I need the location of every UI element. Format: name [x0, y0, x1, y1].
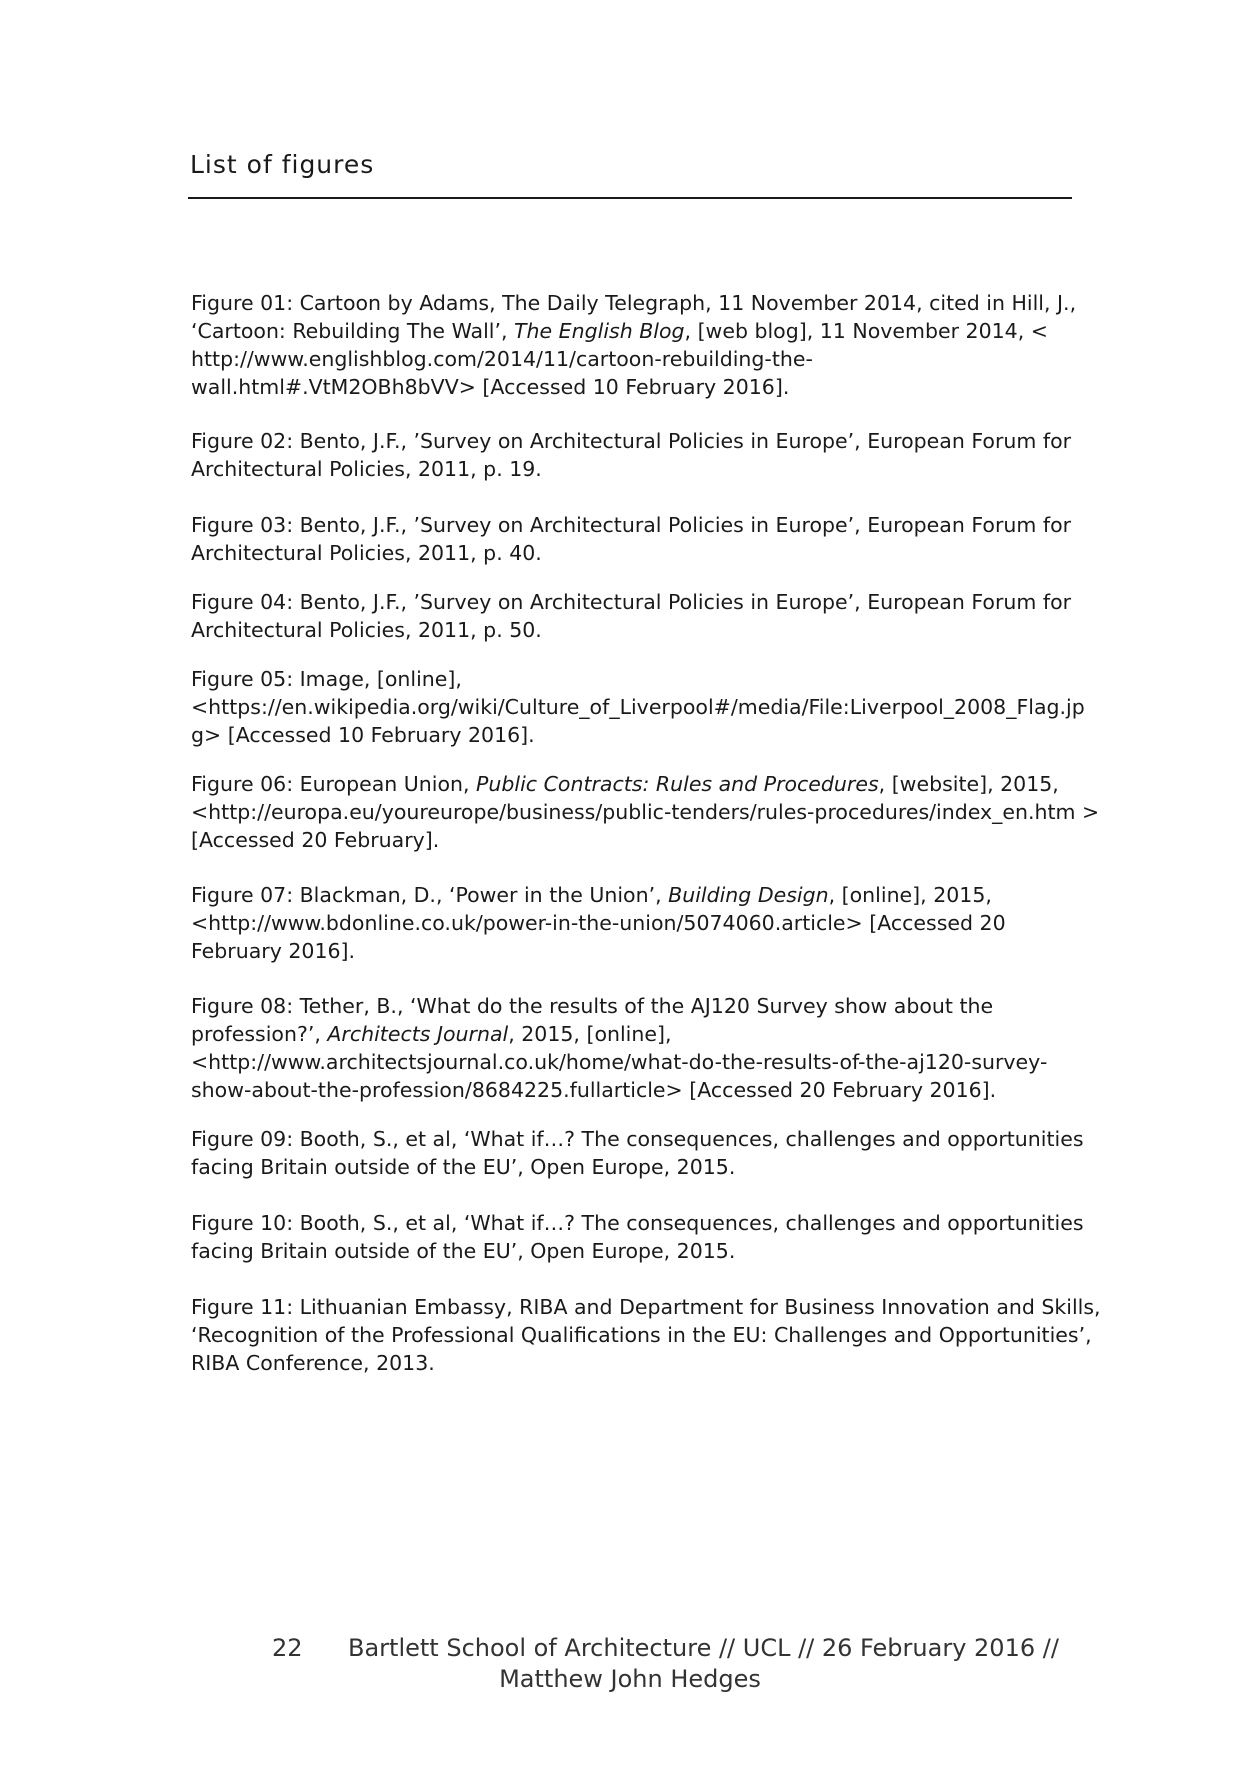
figure-line [191, 429, 1071, 453]
figure-entry-10 [191, 1209, 1084, 1265]
figure-line [191, 1127, 1084, 1151]
title-divider [188, 197, 1072, 199]
text-segment: , [online], 2015, [828, 883, 992, 907]
figure-line [191, 319, 1048, 343]
figure-line [191, 800, 1099, 824]
text-segment: Figure 08: Tether, B., ‘What do the results of the AJ120 Survey show about the [191, 994, 994, 1018]
text-segment: <http://www.architectsjournal.co.uk/home/what-do-the-results-of-the-aj120-survey- [191, 1050, 1048, 1074]
text-segment: , 2015, [online], [508, 1022, 672, 1046]
text-segment: <http://europa.eu/youreurope/business/public-tenders/rules-procedures/index_en.htm > [191, 800, 1100, 824]
page-number: 22 [272, 1634, 303, 1662]
figure-line [191, 513, 1071, 537]
text-segment: Figure 11: Lithuanian Embassy, RIBA and Department for Business Innovation and Skills, [191, 1295, 1101, 1319]
figure-line [191, 618, 542, 642]
text-segment: ‘Cartoon: Rebuilding The Wall’, [191, 319, 515, 343]
text-segment: Figure 05: Image, [online], [191, 667, 462, 691]
text-segment: wall.html#.VtM2OBh8bVV> [Accessed 10 February 2016]. [191, 375, 790, 399]
figure-line [191, 291, 1076, 315]
text-segment: <https://en.wikipedia.org/wiki/Culture_of_Liverpool#/media/File:Liverpool_2008_Flag.jp [191, 695, 1085, 719]
figure-entry-07 [191, 881, 1081, 965]
text-segment: <http://www.bdonline.co.uk/power-in-the-union/5074060.article> [Accessed 20 [191, 911, 1006, 935]
text-segment: [Accessed 20 February]. [191, 828, 440, 852]
text-segment: Figure 10: Booth, S., et al, ‘What if…? The consequences, challenges and opportunities [191, 1211, 1084, 1235]
figure-line [191, 1155, 735, 1179]
text-segment: Figure 07: Blackman, D., ‘Power in the Union’, [191, 883, 669, 907]
figure-entry-08 [191, 992, 1081, 1104]
figure-line [191, 541, 542, 565]
italic-title: Building Design [668, 883, 829, 907]
text-segment: Architectural Policies, 2011, p. 19. [191, 457, 542, 481]
text-segment: profession?’, [191, 1022, 328, 1046]
text-segment: show-about-the-profession/8684225.fullarticle> [Accessed 20 February 2016]. [191, 1078, 997, 1102]
text-segment: facing Britain outside of the EU’, Open Europe, 2015. [191, 1155, 736, 1179]
figure-line [191, 939, 355, 963]
figure-line [191, 883, 992, 907]
figure-entry-03 [191, 511, 1081, 567]
italic-title: Architects Journal [327, 1022, 509, 1046]
footer-author: Matthew John Hedges [499, 1665, 761, 1693]
figure-entry-02 [191, 427, 1081, 483]
text-segment: Figure 03: Bento, J.F., ’Survey on Architectural Policies in Europe’, European Forum for [191, 513, 1072, 537]
text-segment: Figure 04: Bento, J.F., ’Survey on Architectural Policies in Europe’, European Forum for [191, 590, 1072, 614]
figure-line [191, 457, 542, 481]
text-segment: February 2016]. [191, 939, 356, 963]
text-segment: , [website], 2015, [878, 772, 1059, 796]
figure-line [191, 1351, 435, 1375]
text-segment: facing Britain outside of the EU’, Open Europe, 2015. [191, 1239, 736, 1263]
figure-line [191, 1323, 1092, 1347]
text-segment: Figure 09: Booth, S., et al, ‘What if…? The consequences, challenges and opportunities [191, 1127, 1084, 1151]
figure-line [191, 1239, 735, 1263]
figure-entry-05 [191, 665, 1085, 749]
figure-line [191, 375, 789, 399]
figure-line [191, 1022, 672, 1046]
italic-title: Public Contracts: Rules and Procedures [476, 772, 879, 796]
figure-line [191, 828, 439, 852]
text-segment: Figure 06: European Union, [191, 772, 477, 796]
text-segment: Architectural Policies, 2011, p. 50. [191, 618, 542, 642]
figure-entry-11 [191, 1293, 1101, 1377]
figure-line [191, 1078, 996, 1102]
page-title: List of figures [190, 150, 375, 179]
text-segment: ‘Recognition of the Professional Qualifications in the EU: Challenges and Opportunities’, [191, 1323, 1092, 1347]
figure-entry-09 [191, 1125, 1084, 1181]
figure-line [191, 911, 1006, 935]
text-segment: RIBA Conference, 2013. [191, 1351, 435, 1375]
figure-line [191, 347, 813, 371]
italic-title: The English Blog [514, 319, 685, 343]
figure-line [191, 1211, 1084, 1235]
figure-entry-01 [191, 289, 1081, 401]
text-segment: Figure 01: Cartoon by Adams, The Daily Telegraph, 11 November 2014, cited in Hill, J., [191, 291, 1077, 315]
figure-line [191, 667, 462, 691]
figure-entry-06 [191, 770, 1100, 854]
text-segment: http://www.englishblog.com/2014/11/cartoon-rebuilding-the- [191, 347, 813, 371]
figure-line [191, 772, 1059, 796]
figure-line [191, 590, 1071, 614]
text-segment: Figure 02: Bento, J.F., ’Survey on Architectural Policies in Europe’, European Forum for [191, 429, 1072, 453]
text-segment: g> [Accessed 10 February 2016]. [191, 723, 535, 747]
figure-line [191, 723, 535, 747]
footer-line-1: Bartlett School of Architecture // UCL // 26 February 2016 // [348, 1634, 1059, 1662]
text-segment: Architectural Policies, 2011, p. 40. [191, 541, 542, 565]
figure-entry-04 [191, 588, 1081, 644]
figure-line [191, 1295, 1101, 1319]
text-segment: , [web blog], 11 November 2014, < [684, 319, 1048, 343]
figure-line [191, 695, 1085, 719]
figure-line [191, 994, 993, 1018]
figure-line [191, 1050, 1047, 1074]
